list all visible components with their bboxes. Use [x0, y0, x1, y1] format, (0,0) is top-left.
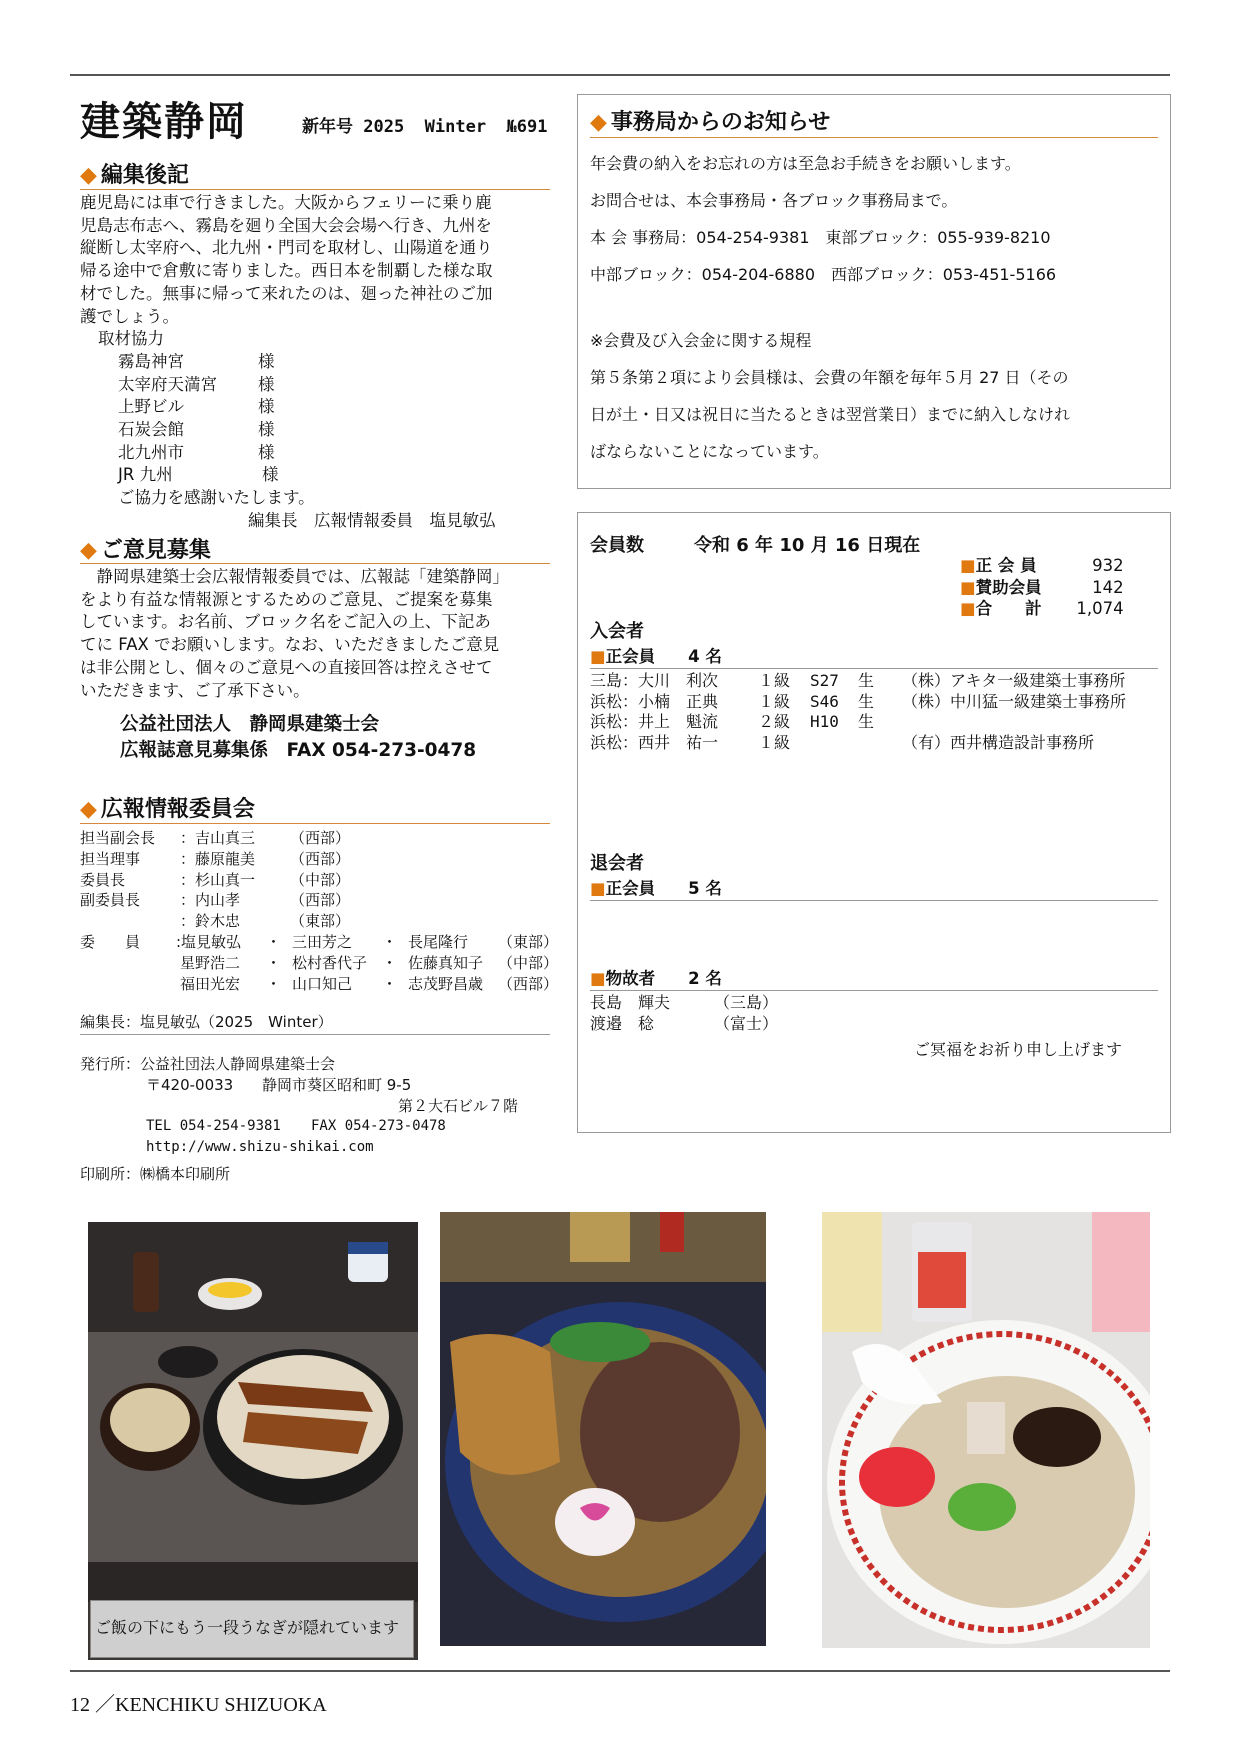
membership-title: 会員数 令和 6 年 10 月 16 日現在: [590, 535, 921, 556]
deceased-list: [590, 993, 778, 1034]
joined-row: 浜松：西井 祐一 １級 （有）西井構造設計事務所: [590, 732, 1095, 752]
text-line: てに FAX でお願いします。なお、いただきましたご意見: [80, 635, 500, 655]
opinions-heading: ◆ ご意見募集: [80, 538, 211, 563]
diamond-icon: ◆: [590, 110, 607, 135]
text-line: しています。お名前、ブロック名をご記入の上、下記あ: [80, 612, 491, 632]
masthead-title: 建築静岡: [80, 98, 248, 145]
text-line: 中部ブロック：054-204-6880 西部ブロック：053-451-5166: [590, 265, 1057, 284]
fax-contact: 広報誌意見募集係 FAX 054-273-0478: [120, 740, 477, 761]
publisher-url[interactable]: http://www.shizu-shikai.com: [146, 1139, 374, 1156]
rule-title: ※会費及び入会金に関する規程: [590, 331, 812, 350]
committee-list: [80, 828, 558, 994]
printer-name: 印刷所：㈱橋本印刷所: [80, 1164, 231, 1183]
publisher-building: 第２大石ビル７階: [398, 1096, 519, 1115]
thanks-item: 霧島神宮 様: [118, 351, 275, 371]
thanks-item: 石炭会館 様: [118, 420, 275, 440]
text-line: 児島志布志へ、霧島を廻り全国大会会場へ行き、九州を: [80, 215, 492, 235]
text-line: 鹿児島には車で行きました。大阪からフェリーに乗り鹿: [80, 193, 492, 212]
joined-sub: ■正会員 4 名: [590, 647, 722, 666]
publisher-address: 〒420-0033 静岡市葵区昭和町 9-5: [146, 1075, 412, 1094]
office-notice-underline: [590, 137, 1158, 138]
square-icon: ■: [960, 599, 976, 618]
thanks-item: 上野ビル 様: [118, 397, 275, 417]
square-icon: ■: [960, 577, 976, 597]
committee-heading: ◆ 広報情報委員会: [80, 797, 255, 822]
thanks-item: 太宰府天満宮 様: [118, 374, 275, 394]
unagi-don-illustration: [88, 1222, 418, 1660]
editor-notes-underline: [80, 189, 550, 190]
committee-underline: [80, 823, 550, 824]
text-line: をより有益な情報源とするためのご意見、ご提案を募集: [80, 589, 493, 609]
text-line: お問合せは、本会事務局・各ブロック事務局まで。: [590, 191, 958, 210]
text-line: 第５条第２項により会員様は、会費の年額を毎年５月 27 日（その: [590, 368, 1069, 387]
page-footer: 12 ／KENCHIKU SHIZUOKA: [70, 1694, 327, 1716]
diamond-icon: ◆: [80, 538, 97, 563]
org-name: 公益社団法人 静岡県建築士会: [120, 714, 380, 735]
deceased-row: 長島 輝夫 （三島）: [590, 993, 779, 1012]
photo-unagi-don: [88, 1222, 418, 1660]
left-sub: ■正会員 5 名: [590, 879, 722, 898]
joined-row: 浜松：小楠 正典 １級 S46 生 （株）中川猛一級建築士事務所: [590, 691, 1127, 711]
joined-title: 入会者: [590, 621, 644, 642]
thanks-title: 取材協力: [98, 329, 164, 349]
text-line: いただきます、ご了承下さい。: [80, 680, 310, 700]
committee-members-row: 福田光宏 ・ 山口知己 ・ 志茂野昌歳 （西部）: [180, 974, 559, 993]
photo-ramen: [822, 1212, 1150, 1648]
office-notice-body: [590, 145, 1070, 470]
thanks-item: JR 九州 様: [118, 465, 279, 485]
text-line: 本 会 事務局：054-254-9381 東部ブロック：055-939-8210: [590, 228, 1051, 247]
text-line: 静岡県建築士会広報情報委員では、広報誌「建築静岡」: [80, 567, 509, 586]
left-rule: [590, 900, 1158, 901]
joined-rule: [590, 668, 1158, 669]
opinions-contact: [120, 712, 476, 764]
deceased-row: 渡邉 稔 （富士）: [590, 1013, 779, 1033]
joined-row: 浜松：井上 魁流 ２級 H10 生: [590, 712, 875, 731]
diamond-icon: ◆: [80, 163, 97, 188]
thanks-item: 北九州市 様: [118, 442, 275, 462]
text-line: は非公開とし、個々のご意見への直接回答は控えさせて: [80, 657, 493, 677]
bottom-rule: [70, 1670, 1170, 1672]
thanks-closing: ご協力を感謝いたします。: [118, 488, 315, 508]
joined-row: 三島：大川 利次 １級 S27 生 （株）アキタ一級建築士事務所: [590, 671, 1126, 690]
text-line: 材でした。無事に帰って来れたのは、廻った神社のご加: [80, 283, 493, 303]
office-notice-heading: ◆ 事務局からのお知らせ: [590, 110, 831, 135]
issue-label: 新年号 2025 Winter №691: [302, 117, 548, 137]
deceased-rule: [590, 990, 1158, 991]
diamond-icon: ◆: [80, 797, 97, 822]
condolence-text: ご冥福をお祈り申し上げます: [914, 1040, 1123, 1059]
editor-notes-heading: ◆ 編集後記: [80, 163, 189, 188]
office-notice-box: [577, 94, 1171, 489]
committee-row: ：鈴木忠 （東部）: [180, 912, 351, 931]
text-line: 日が土・日又は祝日に当たるときは翌営業日）までに納入しなけれ: [590, 405, 1071, 424]
square-icon: ■: [590, 647, 606, 666]
text-line: 帰る途中で倉敷に寄りました。西日本を制覇した様な取: [80, 261, 493, 281]
top-rule: [70, 74, 1170, 76]
ramen-illustration: [822, 1212, 1150, 1648]
count-row: ■賛助会員 142: [960, 577, 1124, 597]
deceased-sub: ■物故者 2 名: [590, 969, 722, 988]
publisher-phone: TEL 054-254-9381 FAX 054-273-0478: [146, 1118, 446, 1135]
committee-row: 担当理事 ：藤原龍美 （西部）: [80, 849, 351, 868]
publisher-name: 発行所：公益社団法人静岡県建築士会: [80, 1055, 336, 1073]
photo-udon: [440, 1212, 766, 1646]
square-icon: ■: [590, 879, 606, 898]
opinions-body: [80, 566, 509, 702]
opinions-underline: [80, 563, 550, 564]
joined-list: [590, 671, 1126, 753]
count-row: ■正 会 員 932: [960, 556, 1124, 575]
left-title: 退会者: [590, 853, 644, 874]
square-icon: ■: [960, 556, 976, 575]
photo-caption-box: [90, 1600, 414, 1658]
committee-bottom-rule: [80, 1034, 550, 1035]
committee-members-row: 星野浩二 ・ 松村香代子 ・ 佐藤真知子 （中部）: [180, 953, 559, 972]
editor-signature: 編集長 広報情報委員 塩見敏弘: [248, 510, 496, 530]
udon-illustration: [440, 1212, 766, 1646]
text-line: 縦断し太宰府へ、北九州・門司を取材し、山陽道を通り: [80, 238, 493, 258]
editor-credit: 編集長：塩見敏弘（2025 Winter）: [80, 1013, 333, 1031]
editor-notes-body: [80, 192, 496, 533]
publisher-block: [80, 1054, 518, 1185]
photo-caption: ご飯の下にもう一段うなぎが隠れています: [95, 1618, 400, 1637]
committee-row: 委員長 ：杉山真一 （中部）: [80, 870, 351, 889]
membership-counts: [960, 555, 1124, 620]
count-row: ■合 計 1,074: [960, 599, 1124, 618]
text-line: ばならないことになっています。: [590, 442, 829, 461]
committee-members-row: 委 員 :塩見敏弘 ・ 三田芳之 ・ 長尾隆行 （東部）: [80, 932, 559, 951]
text-line: 護でしょう。: [80, 306, 179, 326]
membership-box: [577, 512, 1171, 1133]
square-icon: ■: [590, 969, 606, 988]
committee-row: 担当副会長 ：吉山真三 （西部）: [80, 829, 351, 847]
text-line: 年会費の納入をお忘れの方は至急お手続きをお願いします。: [590, 154, 1021, 173]
committee-row: 副委員長 ：内山孝 （西部）: [80, 891, 351, 910]
